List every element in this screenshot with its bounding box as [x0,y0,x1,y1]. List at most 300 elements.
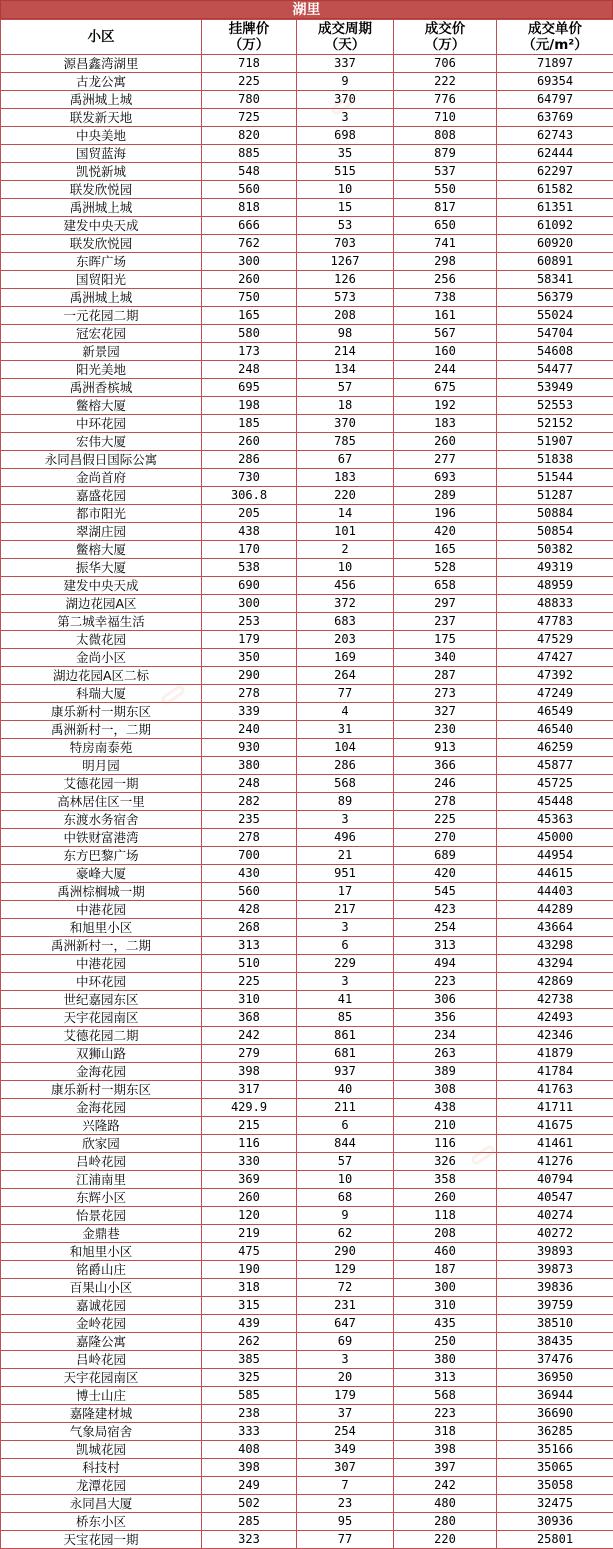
cell-unit-price: 42738 [497,991,613,1009]
cell-unit-price: 40272 [497,1225,613,1243]
cell-community: 双狮山路 [1,1045,202,1063]
cell-deal-price: 287 [394,667,497,685]
cell-unit-price: 42493 [497,1009,613,1027]
cell-deal-price: 118 [394,1207,497,1225]
cell-community: 江浦南里 [1,1171,202,1189]
cell-unit-price: 38510 [497,1315,613,1333]
cell-deal-cycle: 14 [297,505,394,523]
cell-deal-cycle: 211 [297,1099,394,1117]
cell-deal-price: 710 [394,109,497,127]
cell-deal-price: 306 [394,991,497,1009]
cell-deal-cycle: 101 [297,523,394,541]
cell-community: 中铁财富港湾 [1,829,202,847]
cell-listing-price: 185 [202,415,297,433]
table-row [1,685,613,703]
cell-community: 金岭花园 [1,1315,202,1333]
cell-listing-price: 120 [202,1207,297,1225]
cell-deal-cycle: 568 [297,775,394,793]
cell-listing-price: 170 [202,541,297,559]
cell-unit-price: 41879 [497,1045,613,1063]
cell-listing-price: 429.9 [202,1099,297,1117]
cell-unit-price: 45448 [497,793,613,811]
cell-community: 欣家园 [1,1135,202,1153]
table-row [1,901,613,919]
cell-listing-price: 750 [202,289,297,307]
cell-community: 康乐新村一期东区 [1,1081,202,1099]
cell-unit-price: 39759 [497,1297,613,1315]
cell-deal-price: 738 [394,289,497,307]
table-row [1,1297,613,1315]
table-row [1,1261,613,1279]
cell-deal-cycle: 6 [297,1117,394,1135]
cell-community: 建发中央天成 [1,577,202,595]
cell-deal-price: 277 [394,451,497,469]
table-row [1,1531,613,1549]
cell-deal-cycle: 35 [297,145,394,163]
cell-listing-price: 439 [202,1315,297,1333]
table-row [1,415,613,433]
cell-deal-cycle: 1267 [297,253,394,271]
cell-listing-price: 510 [202,955,297,973]
cell-community: 金海花园 [1,1063,202,1081]
cell-unit-price: 47529 [497,631,613,649]
cell-deal-price: 310 [394,1297,497,1315]
cell-listing-price: 330 [202,1153,297,1171]
cell-deal-cycle: 515 [297,163,394,181]
table-row [1,1117,613,1135]
cell-deal-cycle: 18 [297,397,394,415]
cell-deal-cycle: 456 [297,577,394,595]
cell-deal-price: 260 [394,433,497,451]
table-row [1,469,613,487]
cell-community: 天宝花园一期 [1,1531,202,1549]
cell-listing-price: 165 [202,307,297,325]
cell-listing-price: 248 [202,775,297,793]
cell-listing-price: 430 [202,865,297,883]
table-row [1,145,613,163]
cell-deal-price: 289 [394,487,497,505]
table-row [1,829,613,847]
cell-deal-price: 300 [394,1279,497,1297]
table-row [1,847,613,865]
cell-listing-price: 190 [202,1261,297,1279]
cell-deal-price: 313 [394,937,497,955]
cell-deal-price: 776 [394,91,497,109]
table-row [1,505,613,523]
cell-community: 铭爵山庄 [1,1261,202,1279]
cell-deal-cycle: 104 [297,739,394,757]
cell-deal-price: 254 [394,919,497,937]
table-row [1,433,613,451]
cell-unit-price: 64797 [497,91,613,109]
cell-unit-price: 36690 [497,1405,613,1423]
cell-unit-price: 48959 [497,577,613,595]
cell-community: 湖边花园A区 [1,595,202,613]
cell-deal-cycle: 72 [297,1279,394,1297]
cell-listing-price: 818 [202,199,297,217]
cell-listing-price: 260 [202,433,297,451]
cell-community: 古龙公寓 [1,73,202,91]
cell-community: 兴隆路 [1,1117,202,1135]
cell-deal-price: 438 [394,1099,497,1117]
cell-unit-price: 50884 [497,505,613,523]
cell-community: 禹洲城上城 [1,289,202,307]
cell-community: 建发中央天成 [1,217,202,235]
table-row [1,541,613,559]
cell-unit-price: 47392 [497,667,613,685]
table-row [1,919,613,937]
cell-listing-price: 285 [202,1513,297,1531]
table-body [1,55,613,1549]
cell-listing-price: 278 [202,685,297,703]
table-row [1,289,613,307]
table-row [1,217,613,235]
cell-unit-price: 44403 [497,883,613,901]
cell-unit-price: 44289 [497,901,613,919]
cell-deal-price: 222 [394,73,497,91]
table-row [1,1045,613,1063]
cell-listing-price: 385 [202,1351,297,1369]
cell-deal-cycle: 203 [297,631,394,649]
cell-community: 冠宏花园 [1,325,202,343]
cell-unit-price: 54608 [497,343,613,361]
cell-deal-cycle: 9 [297,1207,394,1225]
table-row [1,793,613,811]
cell-deal-price: 230 [394,721,497,739]
cell-unit-price: 42346 [497,1027,613,1045]
cell-deal-price: 693 [394,469,497,487]
cell-unit-price: 69354 [497,73,613,91]
cell-listing-price: 780 [202,91,297,109]
cell-community: 鳖榕大厦 [1,397,202,415]
cell-deal-price: 220 [394,1531,497,1549]
cell-deal-cycle: 95 [297,1513,394,1531]
cell-deal-price: 380 [394,1351,497,1369]
cell-community: 禹洲新村一，二期 [1,721,202,739]
cell-unit-price: 49319 [497,559,613,577]
cell-community: 禹洲城上城 [1,199,202,217]
cell-deal-cycle: 37 [297,1405,394,1423]
cell-deal-price: 420 [394,865,497,883]
cell-deal-price: 246 [394,775,497,793]
table-row [1,127,613,145]
table-row [1,1441,613,1459]
cell-community: 吕岭花园 [1,1351,202,1369]
cell-unit-price: 45725 [497,775,613,793]
cell-listing-price: 408 [202,1441,297,1459]
cell-community: 明月园 [1,757,202,775]
cell-unit-price: 39873 [497,1261,613,1279]
cell-deal-price: 187 [394,1261,497,1279]
cell-listing-price: 718 [202,55,297,73]
cell-community: 振华大厦 [1,559,202,577]
cell-deal-cycle: 40 [297,1081,394,1099]
cell-community: 中环花园 [1,415,202,433]
cell-deal-cycle: 62 [297,1225,394,1243]
cell-unit-price: 47427 [497,649,613,667]
cell-community: 博士山庄 [1,1387,202,1405]
table-row [1,991,613,1009]
cell-community: 禹洲棕榈城一期 [1,883,202,901]
cell-listing-price: 290 [202,667,297,685]
col-header-deal-cycle: 成交周期 （天） [297,20,394,55]
cell-deal-cycle: 53 [297,217,394,235]
cell-unit-price: 40547 [497,1189,613,1207]
table-row [1,451,613,469]
cell-unit-price: 60920 [497,235,613,253]
cell-deal-cycle: 286 [297,757,394,775]
cell-community: 中港花园 [1,955,202,973]
cell-community: 和旭里小区 [1,919,202,937]
cell-listing-price: 205 [202,505,297,523]
table-row [1,937,613,955]
cell-listing-price: 548 [202,163,297,181]
cell-unit-price: 54477 [497,361,613,379]
cell-unit-price: 37476 [497,1351,613,1369]
table-row [1,1477,613,1495]
cell-deal-cycle: 169 [297,649,394,667]
cell-community: 金尚小区 [1,649,202,667]
cell-community: 永同昌假日国际公寓 [1,451,202,469]
cell-community: 新景园 [1,343,202,361]
cell-deal-cycle: 496 [297,829,394,847]
cell-listing-price: 300 [202,595,297,613]
cell-listing-price: 323 [202,1531,297,1549]
cell-deal-price: 675 [394,379,497,397]
cell-community: 都市阳光 [1,505,202,523]
cell-community: 东辉小区 [1,1189,202,1207]
cell-deal-cycle: 23 [297,1495,394,1513]
cell-deal-cycle: 69 [297,1333,394,1351]
cell-unit-price: 46259 [497,739,613,757]
cell-deal-cycle: 85 [297,1009,394,1027]
cell-listing-price: 198 [202,397,297,415]
table-row [1,109,613,127]
cell-community: 桥东小区 [1,1513,202,1531]
cell-unit-price: 45363 [497,811,613,829]
cell-deal-price: 366 [394,757,497,775]
cell-listing-price: 260 [202,1189,297,1207]
cell-unit-price: 35166 [497,1441,613,1459]
cell-community: 高林居住区一里 [1,793,202,811]
cell-listing-price: 219 [202,1225,297,1243]
table-row [1,1063,613,1081]
cell-deal-cycle: 134 [297,361,394,379]
cell-community: 和旭里小区 [1,1243,202,1261]
cell-listing-price: 820 [202,127,297,145]
cell-deal-price: 297 [394,595,497,613]
cell-deal-cycle: 370 [297,415,394,433]
cell-community: 吕岭花园 [1,1153,202,1171]
cell-listing-price: 350 [202,649,297,667]
cell-community: 国贸阳光 [1,271,202,289]
cell-deal-price: 550 [394,181,497,199]
cell-unit-price: 41763 [497,1081,613,1099]
cell-deal-cycle: 214 [297,343,394,361]
cell-community: 湖边花园A区二标 [1,667,202,685]
cell-unit-price: 43298 [497,937,613,955]
cell-community: 特房南泰苑 [1,739,202,757]
cell-community: 太微花园 [1,631,202,649]
cell-listing-price: 260 [202,271,297,289]
cell-listing-price: 502 [202,1495,297,1513]
cell-listing-price: 585 [202,1387,297,1405]
table-row [1,1027,613,1045]
cell-deal-price: 278 [394,793,497,811]
cell-deal-price: 175 [394,631,497,649]
cell-deal-price: 435 [394,1315,497,1333]
cell-community: 东晖广场 [1,253,202,271]
cell-deal-cycle: 57 [297,1153,394,1171]
cell-listing-price: 930 [202,739,297,757]
cell-unit-price: 48833 [497,595,613,613]
cell-unit-price: 61351 [497,199,613,217]
table-row [1,91,613,109]
cell-unit-price: 38435 [497,1333,613,1351]
cell-listing-price: 538 [202,559,297,577]
col-header-listing-price: 挂牌价 （万） [202,20,297,55]
cell-community: 联发新天地 [1,109,202,127]
cell-community: 源昌鑫湾湖里 [1,55,202,73]
cell-community: 东渡水务宿舍 [1,811,202,829]
cell-deal-cycle: 844 [297,1135,394,1153]
cell-community: 天宇花园南区 [1,1369,202,1387]
cell-deal-cycle: 231 [297,1297,394,1315]
cell-deal-price: 223 [394,973,497,991]
table-row [1,757,613,775]
cell-unit-price: 41711 [497,1099,613,1117]
table-row [1,1081,613,1099]
cell-deal-cycle: 20 [297,1369,394,1387]
cell-deal-price: 545 [394,883,497,901]
cell-deal-cycle: 3 [297,811,394,829]
cell-deal-price: 741 [394,235,497,253]
cell-unit-price: 56379 [497,289,613,307]
cell-listing-price: 666 [202,217,297,235]
cell-deal-cycle: 937 [297,1063,394,1081]
cell-deal-cycle: 129 [297,1261,394,1279]
cell-listing-price: 248 [202,361,297,379]
table-row [1,523,613,541]
cell-unit-price: 71897 [497,55,613,73]
cell-unit-price: 50854 [497,523,613,541]
cell-listing-price: 173 [202,343,297,361]
cell-listing-price: 279 [202,1045,297,1063]
cell-community: 康乐新村一期东区 [1,703,202,721]
cell-listing-price: 398 [202,1063,297,1081]
cell-deal-price: 689 [394,847,497,865]
table-row [1,703,613,721]
cell-unit-price: 62743 [497,127,613,145]
cell-deal-cycle: 179 [297,1387,394,1405]
cell-listing-price: 690 [202,577,297,595]
cell-unit-price: 25801 [497,1531,613,1549]
cell-deal-cycle: 21 [297,847,394,865]
cell-unit-price: 50382 [497,541,613,559]
cell-unit-price: 54704 [497,325,613,343]
cell-unit-price: 43294 [497,955,613,973]
table-row [1,1153,613,1171]
cell-community: 联发欣悦园 [1,181,202,199]
cell-listing-price: 560 [202,181,297,199]
cell-deal-cycle: 98 [297,325,394,343]
cell-deal-cycle: 337 [297,55,394,73]
table-row [1,73,613,91]
cell-community: 龙潭花园 [1,1477,202,1495]
cell-deal-cycle: 15 [297,199,394,217]
cell-deal-price: 192 [394,397,497,415]
cell-unit-price: 30936 [497,1513,613,1531]
cell-deal-price: 225 [394,811,497,829]
cell-deal-cycle: 57 [297,379,394,397]
cell-community: 一元花园二期 [1,307,202,325]
cell-deal-price: 913 [394,739,497,757]
cell-listing-price: 286 [202,451,297,469]
cell-deal-price: 237 [394,613,497,631]
cell-listing-price: 238 [202,1405,297,1423]
cell-listing-price: 315 [202,1297,297,1315]
col-header-community: 小区 [1,20,202,55]
cell-unit-price: 36285 [497,1423,613,1441]
cell-deal-cycle: 861 [297,1027,394,1045]
cell-listing-price: 215 [202,1117,297,1135]
cell-deal-cycle: 126 [297,271,394,289]
cell-deal-price: 308 [394,1081,497,1099]
cell-deal-price: 263 [394,1045,497,1063]
cell-deal-price: 270 [394,829,497,847]
table-row [1,55,613,73]
cell-listing-price: 700 [202,847,297,865]
cell-unit-price: 51838 [497,451,613,469]
table-row [1,1315,613,1333]
cell-deal-cycle: 349 [297,1441,394,1459]
cell-community: 联发欣悦园 [1,235,202,253]
cell-listing-price: 282 [202,793,297,811]
cell-listing-price: 560 [202,883,297,901]
cell-unit-price: 46540 [497,721,613,739]
cell-deal-cycle: 3 [297,919,394,937]
cell-deal-price: 116 [394,1135,497,1153]
cell-community: 禹洲香槟城 [1,379,202,397]
cell-deal-cycle: 77 [297,1531,394,1549]
cell-unit-price: 51907 [497,433,613,451]
cell-listing-price: 225 [202,973,297,991]
cell-listing-price: 306.8 [202,487,297,505]
cell-deal-price: 234 [394,1027,497,1045]
cell-community: 金尚首府 [1,469,202,487]
cell-deal-price: 210 [394,1117,497,1135]
cell-deal-cycle: 31 [297,721,394,739]
cell-listing-price: 368 [202,1009,297,1027]
cell-deal-price: 298 [394,253,497,271]
cell-deal-cycle: 4 [297,703,394,721]
cell-unit-price: 36950 [497,1369,613,1387]
cell-deal-cycle: 647 [297,1315,394,1333]
cell-listing-price: 268 [202,919,297,937]
table-row [1,595,613,613]
table-row [1,667,613,685]
cell-deal-price: 658 [394,577,497,595]
table-row [1,235,613,253]
cell-community: 凯悦新城 [1,163,202,181]
table-row [1,1369,613,1387]
cell-unit-price: 63769 [497,109,613,127]
cell-unit-price: 58341 [497,271,613,289]
cell-deal-cycle: 703 [297,235,394,253]
cell-community: 嘉隆公寓 [1,1333,202,1351]
cell-deal-price: 223 [394,1405,497,1423]
cell-deal-price: 183 [394,415,497,433]
